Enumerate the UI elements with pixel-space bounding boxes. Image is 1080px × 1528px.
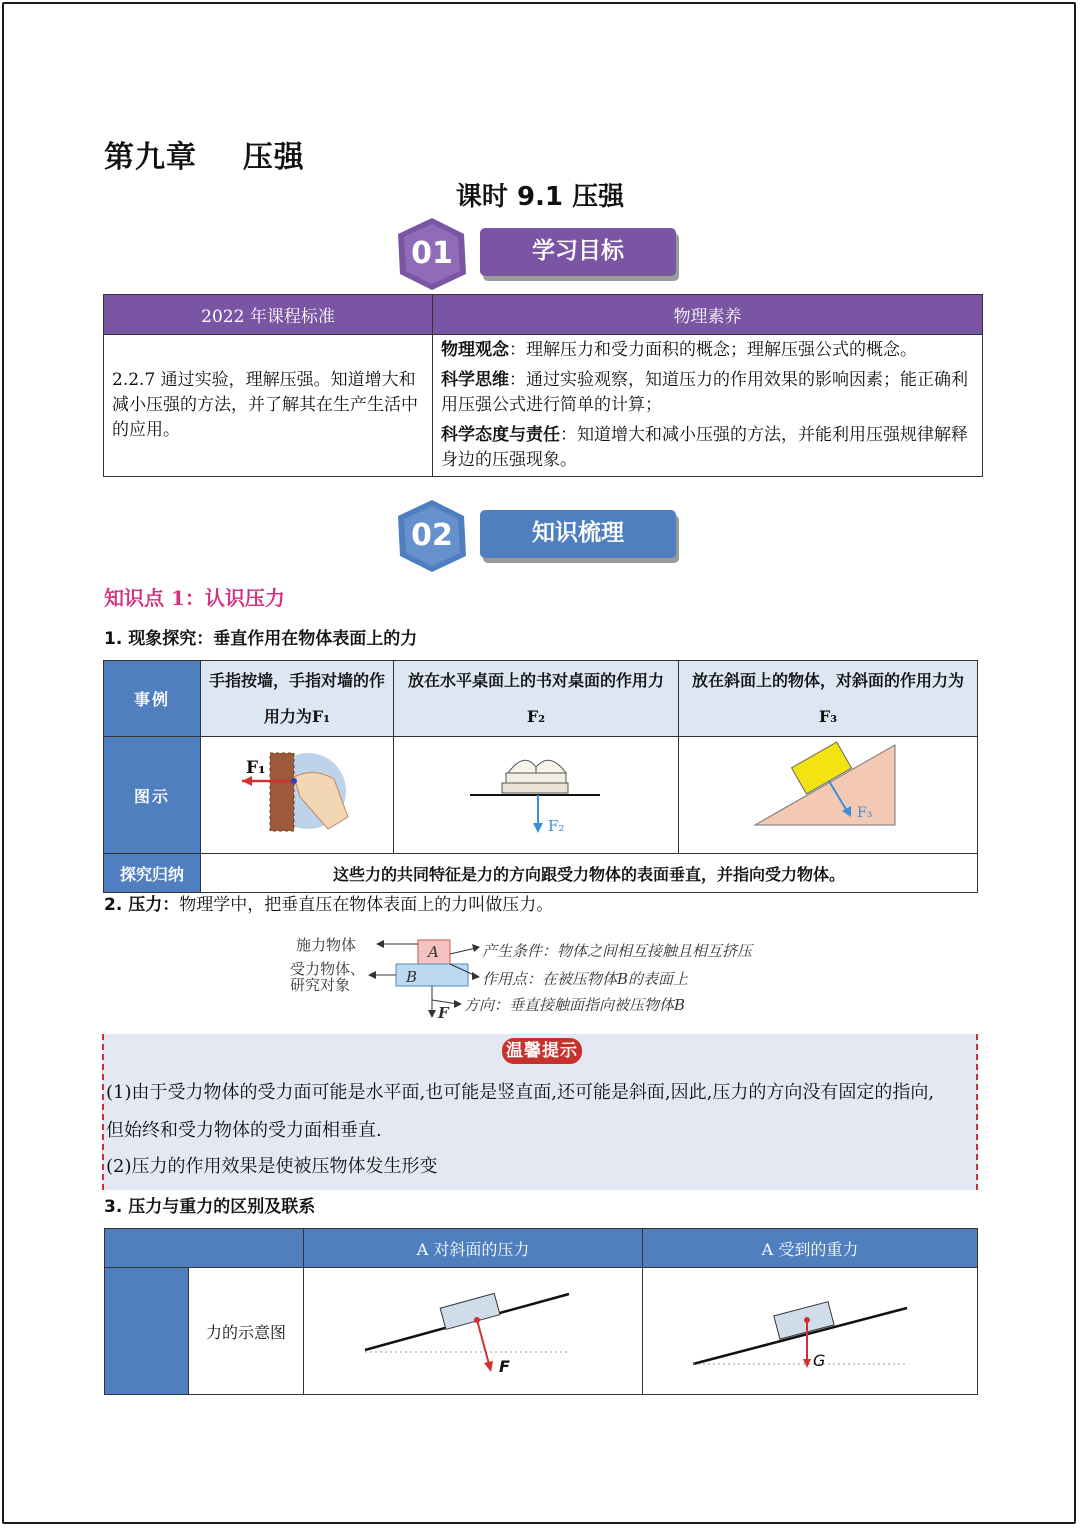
finger-wall-illustration [202, 737, 392, 849]
section-number: 01 [411, 236, 453, 271]
pressure-force-illustration [305, 1268, 641, 1390]
row-label-example: 事例 [104, 661, 201, 737]
summary-text: 这些力的共同特征是力的方向跟受力物体的表面垂直，并指向受力物体。 [201, 854, 978, 893]
tip-box [102, 1034, 978, 1190]
pressure-gravity-table [104, 1228, 978, 1395]
figure-pressure-on-incline [304, 1268, 643, 1395]
subsection-label: 3. 压力与重力的区别及联系 [104, 1197, 316, 1217]
chapter-title: 第九章 压强 [104, 140, 305, 175]
force-label-f3: F₃ [857, 805, 873, 821]
compare-row-label: 力的示意图 [188, 1268, 303, 1395]
subsection-label: 2. 压力： [104, 895, 180, 915]
standards-header-left: 2022 年课程标准 [104, 295, 433, 335]
literacy-label: 科学态度与责任 [441, 425, 560, 445]
research-object-label: 研究对象 [290, 976, 351, 994]
incline-block-illustration [679, 737, 977, 849]
example-cell: 放在斜面上的物体，对斜面的作用力为F₃ [679, 661, 978, 737]
standards-header-right: 物理素养 [433, 295, 983, 335]
figure-book-table [394, 737, 679, 854]
figure-incline-block [679, 737, 978, 854]
force-f-label: F [438, 1004, 449, 1022]
force-f-label: F [499, 1357, 510, 1376]
subsection-label: 1. 现象探究： [104, 629, 214, 649]
section-number-badge [394, 216, 470, 292]
literacy-item [441, 423, 974, 473]
apply-object-label: 施力物体 [296, 936, 357, 954]
compare-header-gravity: A 受到的重力 [643, 1229, 978, 1268]
pressure-examples-table [103, 660, 978, 893]
section-label: 知识梳理 [480, 510, 676, 558]
block-a-label: A [428, 943, 439, 961]
compare-side-bar [105, 1268, 189, 1395]
point-label: 作用点：在被压物体B的表面上 [482, 970, 689, 988]
literacy-text: ：理解压力和受力面积的概念；理解压强公式的概念。 [509, 340, 917, 360]
row-label-figure: 图示 [104, 737, 201, 854]
example-cell: 放在水平桌面上的书对桌面的作用力F₂ [394, 661, 679, 737]
book-table-illustration [394, 737, 678, 849]
standards-table [103, 294, 983, 477]
pressure-concept-diagram [284, 930, 804, 1026]
force-label-f1: F₁ [246, 758, 266, 778]
subsection-text: 垂直作用在物体表面上的力 [213, 629, 418, 649]
knowledge-point-heading: 知识点 1：认识压力 [104, 586, 285, 610]
literacy-label: 科学思维 [441, 370, 509, 390]
row-label-summary: 探究归纳 [104, 854, 201, 893]
subsection-heading [104, 1192, 315, 1217]
standards-right-cell [433, 335, 983, 477]
literacy-item [441, 368, 974, 418]
figure-gravity-on-incline [643, 1268, 978, 1395]
condition-label: 产生条件：物体之间相互接触且相互挤压 [482, 942, 753, 960]
section-number: 02 [411, 518, 453, 553]
force-label-f2: F₂ [548, 817, 565, 835]
figure-finger-wall [201, 737, 394, 854]
compare-header-blank [105, 1229, 304, 1268]
lesson-title: 课时 9.1 压强 [455, 182, 625, 212]
tip-line: (2)压力的作用效果是使被压物体发生形变 [106, 1156, 438, 1177]
subsection-heading [104, 890, 553, 915]
section-banner-goals [394, 216, 684, 296]
tip-badge: 温馨提示 [502, 1038, 582, 1064]
literacy-item [441, 338, 974, 363]
compare-header-pressure: A 对斜面的压力 [304, 1229, 643, 1268]
subsection-text: 物理学中，把垂直压在物体表面上的力叫做压力。 [179, 895, 554, 915]
block-b-label: B [406, 968, 418, 986]
standards-left-text: 2.2.7 通过实验，理解压强。知道增大和减小压强的方法，并了解其在生产生活中的应用。 [104, 335, 433, 477]
section-number-badge [394, 498, 470, 574]
literacy-text: ：知道增大和减小压强的方法，并能利用压强规律解释身边的压强现象。 [441, 425, 968, 470]
tip-line: (1)由于受力物体的受力面可能是水平面,也可能是竖直面,还可能是斜面,因此,压力的方向没有固定的指向, [106, 1082, 935, 1103]
receive-object-label: 受力物体、 [290, 960, 366, 978]
literacy-label: 物理观念 [441, 340, 509, 360]
section-banner-knowledge [394, 498, 684, 578]
subsection-heading [104, 624, 417, 649]
direction-label: 方向：垂直接触面指向被压物体B [464, 996, 686, 1014]
section-label: 学习目标 [480, 228, 676, 276]
example-cell: 手指按墙，手指对墙的作用力为F₁ [201, 661, 394, 737]
literacy-text: ：通过实验观察，知道压力的作用效果的影响因素；能正确利用压强公式进行简单的计算； [441, 370, 968, 415]
force-g-label: G [813, 1351, 826, 1370]
gravity-force-illustration [643, 1268, 977, 1390]
tip-line: 但始终和受力物体的受力面相垂直. [106, 1120, 382, 1141]
